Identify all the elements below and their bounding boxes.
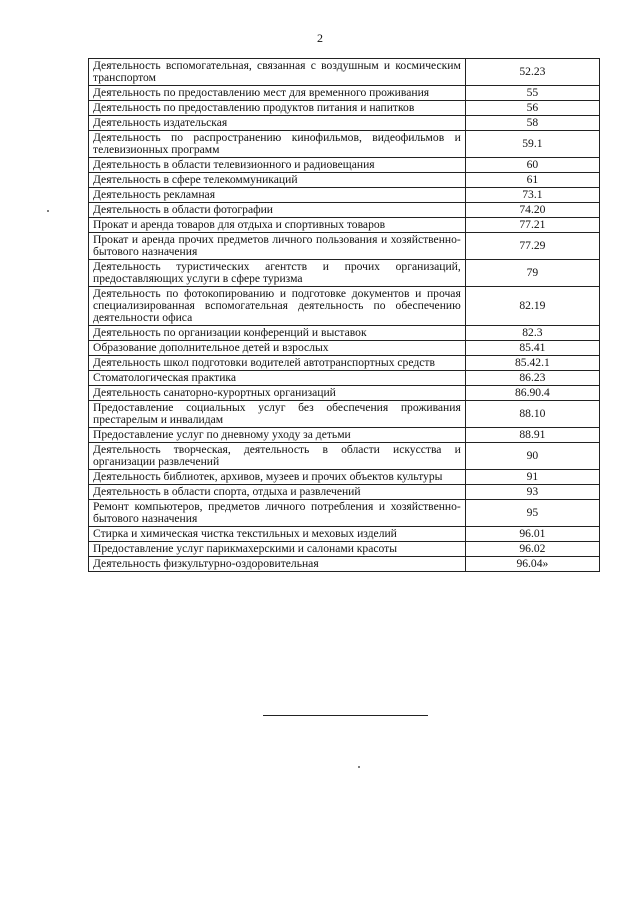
code-cell: 93 — [465, 485, 599, 500]
table-row — [89, 158, 600, 173]
activity-cell: Прокат и аренда товаров для отдыха и спортивных товаров — [89, 218, 466, 233]
code-cell: 88.10 — [465, 401, 599, 428]
activity-cell: Предоставление услуг парикмахерскими и салонами красоты — [89, 542, 466, 557]
code-cell: 60 — [465, 158, 599, 173]
code-cell: 91 — [465, 470, 599, 485]
code-cell: 58 — [465, 116, 599, 131]
code-cell: 88.91 — [465, 428, 599, 443]
code-cell: 82.19 — [465, 287, 599, 326]
table-row — [89, 326, 600, 341]
code-cell: 79 — [465, 260, 599, 287]
table-row — [89, 527, 600, 542]
code-cell: 56 — [465, 101, 599, 116]
code-cell: 86.23 — [465, 371, 599, 386]
activity-cell: Стирка и химическая чистка текстильных и меховых изделий — [89, 527, 466, 542]
activity-cell: Деятельность школ подготовки водителей автотранспортных средств — [89, 356, 466, 371]
activity-cell: Предоставление услуг по дневному уходу за детьми — [89, 428, 466, 443]
activity-cell: Деятельность туристических агентств и прочих организаций, предоставляющих услуги в сфере туризма — [89, 260, 466, 287]
activity-cell: Деятельность по организации конференций и выставок — [89, 326, 466, 341]
table-row — [89, 188, 600, 203]
table-row — [89, 218, 600, 233]
activity-code-table — [88, 58, 600, 572]
table-row — [89, 86, 600, 101]
activity-cell: Деятельность физкультурно-оздоровительная — [89, 557, 466, 572]
code-cell: 77.29 — [465, 233, 599, 260]
table-row — [89, 287, 600, 326]
activity-cell: Ремонт компьютеров, предметов личного потребления и хозяйственно-бытового назначения — [89, 500, 466, 527]
activity-cell: Деятельность по распространению кинофильмов, видеофильмов и телевизионных программ — [89, 131, 466, 158]
code-cell: 52.23 — [465, 59, 599, 86]
activity-cell: Деятельность в области телевизионного и радиовещания — [89, 158, 466, 173]
table-row — [89, 59, 600, 86]
table-row — [89, 260, 600, 287]
table-row — [89, 401, 600, 428]
activity-cell: Деятельность издательская — [89, 116, 466, 131]
table-row — [89, 101, 600, 116]
activity-code-table-body — [89, 59, 600, 572]
activity-cell: Деятельность творческая, деятельность в области искусства и организации развлечений — [89, 443, 466, 470]
activity-cell: Деятельность санаторно-курортных организаций — [89, 386, 466, 401]
table-row — [89, 356, 600, 371]
activity-cell: Деятельность в области фотографии — [89, 203, 466, 218]
activity-cell: Деятельность библиотек, архивов, музеев и прочих объектов культуры — [89, 470, 466, 485]
code-cell: 77.21 — [465, 218, 599, 233]
activity-cell: Прокат и аренда прочих предметов личного пользования и хозяйственно-бытового назначения — [89, 233, 466, 260]
table-row — [89, 203, 600, 218]
code-cell: 61 — [465, 173, 599, 188]
table-row — [89, 173, 600, 188]
code-cell: 95 — [465, 500, 599, 527]
code-cell: 85.41 — [465, 341, 599, 356]
activity-cell: Деятельность по предоставлению мест для временного проживания — [89, 86, 466, 101]
table-row — [89, 371, 600, 386]
table-row — [89, 443, 600, 470]
table-row — [89, 341, 600, 356]
code-cell: 96.01 — [465, 527, 599, 542]
activity-cell: Деятельность рекламная — [89, 188, 466, 203]
table-row — [89, 557, 600, 572]
activity-cell: Деятельность в сфере телекоммуникаций — [89, 173, 466, 188]
code-cell: 96.02 — [465, 542, 599, 557]
table-row — [89, 428, 600, 443]
scan-speck — [358, 766, 360, 768]
page-number: 2 — [317, 31, 323, 45]
code-cell: 55 — [465, 86, 599, 101]
activity-cell: Деятельность по предоставлению продуктов питания и напитков — [89, 101, 466, 116]
code-cell: 59.1 — [465, 131, 599, 158]
table-row — [89, 386, 600, 401]
activity-cell: Деятельность по фотокопированию и подготовке документов и прочая специализированная вспомогательная деятельность по обеспечению деятельности офиса — [89, 287, 466, 326]
table-row — [89, 233, 600, 260]
code-cell: 73.1 — [465, 188, 599, 203]
table-row — [89, 485, 600, 500]
table-row — [89, 131, 600, 158]
table-row — [89, 500, 600, 527]
activity-cell: Предоставление социальных услуг без обеспечения проживания престарелым и инвалидам — [89, 401, 466, 428]
activity-cell: Деятельность вспомогательная, связанная с воздушным и космическим транспортом — [89, 59, 466, 86]
table-row — [89, 470, 600, 485]
code-cell: 85.42.1 — [465, 356, 599, 371]
activity-cell: Стоматологическая практика — [89, 371, 466, 386]
activity-cell: Образование дополнительное детей и взрослых — [89, 341, 466, 356]
code-cell: 86.90.4 — [465, 386, 599, 401]
code-cell: 82.3 — [465, 326, 599, 341]
code-cell: 74.20 — [465, 203, 599, 218]
table-row — [89, 542, 600, 557]
table-row — [89, 116, 600, 131]
code-cell: 90 — [465, 443, 599, 470]
activity-cell: Деятельность в области спорта, отдыха и развлечений — [89, 485, 466, 500]
scan-speck — [47, 210, 49, 212]
closing-separator-line — [263, 715, 428, 716]
code-cell: 96.04» — [465, 557, 599, 572]
